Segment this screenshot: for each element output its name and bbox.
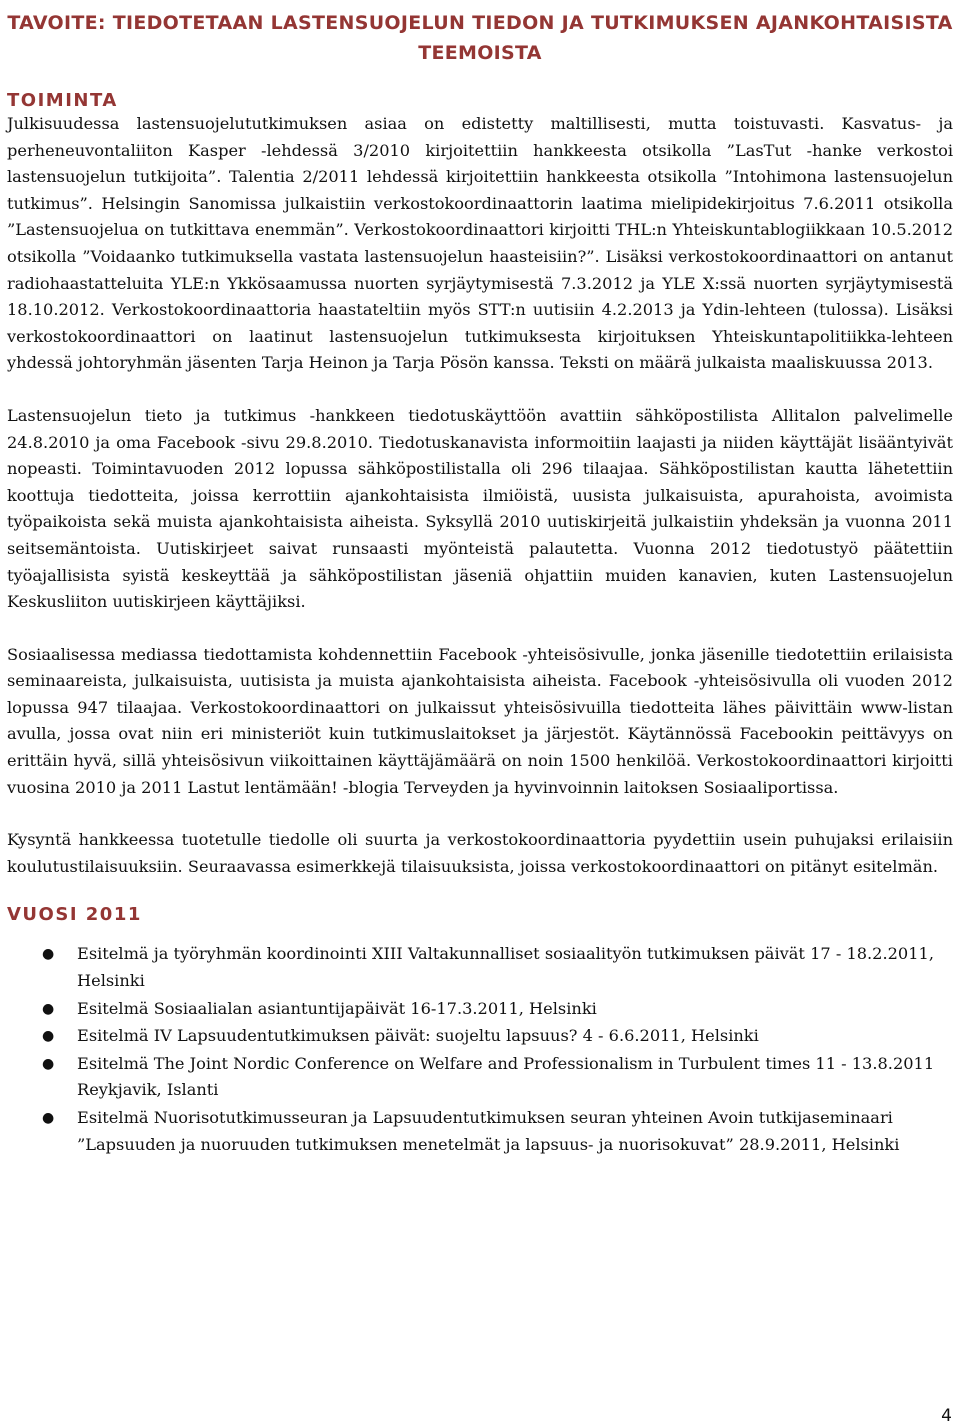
section-heading-toiminta: TOIMINTA bbox=[7, 90, 118, 111]
page-number: 4 bbox=[941, 1406, 952, 1426]
bullet-icon: ● bbox=[42, 946, 55, 963]
bullet-icon: ● bbox=[42, 1110, 55, 1126]
bullet-icon: ● bbox=[42, 1000, 55, 1017]
event-text: Esitelmä IV Lapsuudentutkimuksen päivät: suojeltu lapsuus? 4 - 6.6.2011, Helsinki bbox=[77, 1026, 759, 1046]
event-text: Esitelmä Sosiaalialan asiantuntijapäivät 16-17.3.2011, Helsinki bbox=[77, 998, 597, 1018]
paragraph-media: Julkisuudessa lastensuojelututkimuksen asiaa on edistetty maltillisesti, mutta toistuvasti. Kasvatus- ja perheneuvontaliiton Kasper -lehdessä 3/2010 kirjoitettiin hankkeesta otsikolla ”LasTut -hanke verkostoi lastensuojelun tutkijoita”. Talentia 2/2011 lehdessä kirjoitettiin hankkeesta otsikolla ”Intohimona lastensuojelun tutkimus”. Helsingin Sanomissa julkaistiin verkostokoordinaattorin laatima mielipidekirjoitus 7.6.2011 otsikolla ”Lastensuojelua on tutkittava enemmän”. Verkostokoordinaattori kirjoitti THL:n Yhteiskuntablogiikkaan 10.5.2012 otsikolla ”Voidaanko tutkimuksella vastata lastensuojelun haasteisiin?”. Lisäksi verkostokoordinaattori on antanut radiohaastatteluita YLE:n Ykkösaamussa nuorten syrjäytymisestä 7.3.2012 ja YLE X:ssä nuorten syrjäytymisestä 18.10.2012. Verkostokoordinaattoria haastateltiin myös STT:n uutisiin 4.2.2013 ja Ydin-lehteen (tulossa). Lisäksi verkostokoordinaattori on laatinut lastensuojelun tutkimuksesta kirjoituksen Yhteiskuntapolitiikka-lehteen yhdessä johtoryhmän jäsenten Tarja Heinon ja Tarja Pösön kanssa. Teksti on määrä julkaista maaliskuussa 2013. bbox=[7, 114, 953, 373]
paragraph-social-media: Sosiaalisessa mediassa tiedottamista kohdennettiin Facebook -yhteisösivulle, jonka jäsenille tiedotettiin erilaisista seminaareista, julkaisuista, uutisista ja muista ajankohtaisista aiheista. Facebook -yhteisösivulla oli vuoden 2012 lopussa 947 tilaajaa. Verkostokoordinaattori on julkaissut yhteisösivuilla tiedotteita lähes päivittäin www-listan avulla, jossa ovat niin eri ministeriöt kuin tutkimuslaitokset ja järjestöt. Käytännössä Facebookin peittävyys on erittäin hyvä, sillä yhteisösivun viikoittainen käyttäjämäärä on noin 1500 henkilöä. Verkostokoordinaattori kirjoitti vuosina 2010 ja 2011 Lastut lentämään! -blogia Terveyden ja hyvinvoinnin laitoksen Sosiaaliportissa. bbox=[7, 644, 953, 797]
bullet-icon: ● bbox=[42, 1055, 55, 1072]
document-page bbox=[0, 8, 960, 1428]
list-item bbox=[7, 1051, 953, 1104]
list-item bbox=[7, 1105, 953, 1158]
page-title: TAVOITE: TIEDOTETAAN LASTENSUOJELUN TIEDON JA TUTKIMUKSEN AJANKOHTAISISTA TEEMOISTA bbox=[7, 12, 953, 64]
section-heading-year-2011: VUOSI 2011 bbox=[7, 904, 142, 926]
event-text: Esitelmä ja työryhmän koordinointi XIII Valtakunnalliset sosiaalityön tutkimuksen päivät 17 - 18.2.2011, Helsinki bbox=[77, 944, 934, 991]
event-text: Esitelmä The Joint Nordic Conference on Welfare and Professionalism in Turbulent times 11 - 13.8.2011 Reykjavik, Islanti bbox=[77, 1053, 935, 1100]
event-text: Esitelmä Nuorisotutkimusseuran ja Lapsuudentutkimuksen seuran yhteinen Avoin tutkijaseminaari ”Lapsuuden ja nuoruuden tutkimuksen menetelmät ja lapsuus- ja nuorisokuvat” 28.9.2011, Helsinki bbox=[77, 1108, 900, 1154]
list-item bbox=[7, 941, 953, 994]
list-item bbox=[7, 1023, 953, 1050]
event-list bbox=[7, 941, 953, 1158]
list-item bbox=[7, 996, 953, 1023]
paragraph-presentations: Kysyntä hankkeessa tuotetulle tiedolle oli suurta ja verkostokoordinaattoria pyydettiin usein puhujaksi erilaisiin koulutustilaisuuksiin. Seuraavassa esimerkkejä tilaisuuksista, joissa verkostokoordinaattori on pitänyt esitelmän. bbox=[7, 830, 953, 876]
bullet-icon: ● bbox=[42, 1028, 55, 1045]
paragraph-mailing-list: Lastensuojelun tieto ja tutkimus -hankkeen tiedotuskäyttöön avattiin sähköpostilista Allitalon palvelimelle 24.8.2010 ja oma Facebook -sivu 29.8.2010. Tiedotuskanavista informoitiin laajasti ja niiden käyttäjät lisääntyivät nopeasti. Toimintavuoden 2012 lopussa sähköpostilistalla oli 296 tilaajaa. Sähköpostilistan kautta lähetettiin koottuja tiedotteita, joissa kerrottiin ajankohtaisista ilmiöistä, uusista julkaisuista, apurahoista, avoimista työpaikoista sekä muista ajankohtaisista aiheista. Syksyllä 2010 uutiskirjeitä julkaistiin yhdeksän ja vuonna 2011 seitsemäntoista. Uutiskirjeet saivat runsaasti myönteistä palautetta. Vuonna 2012 tiedotustyö päätettiin työajallisista syistä keskeyttää ja sähköpostilistan jäseniä ohjattiin muiden kanavien, kuten Lastensuojelun Keskusliiton uutiskirjeen käyttäjiksi. bbox=[7, 405, 953, 612]
